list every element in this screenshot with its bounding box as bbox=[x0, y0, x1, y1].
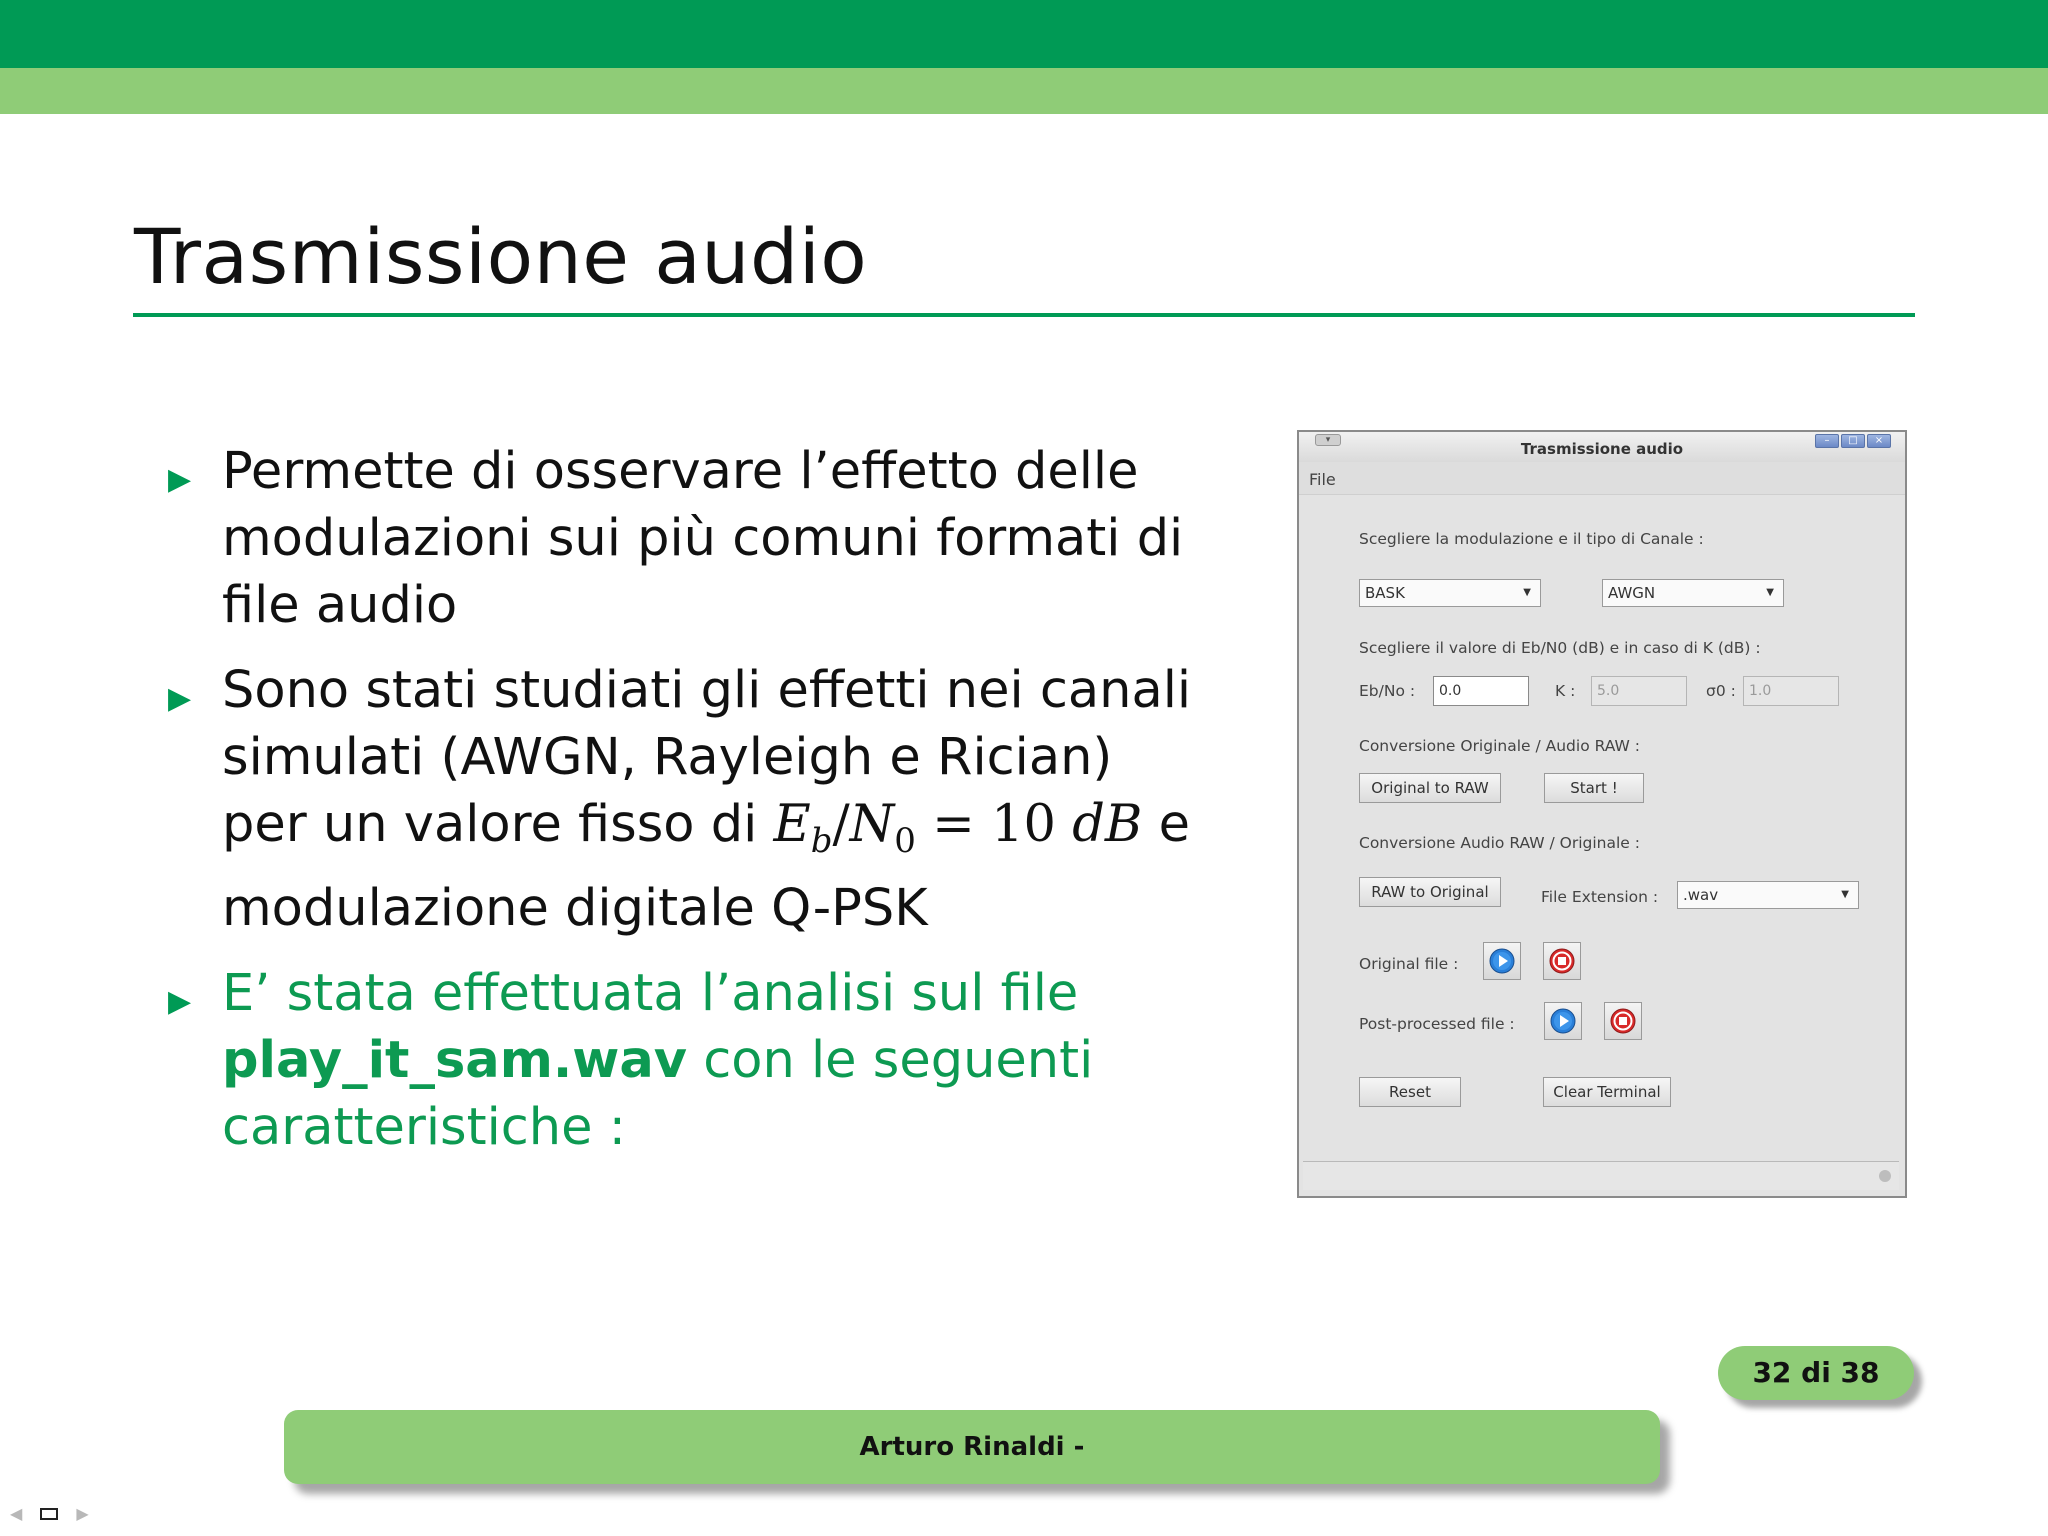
clear-terminal-button[interactable]: Clear Terminal bbox=[1543, 1077, 1671, 1107]
file-extension-select[interactable] bbox=[1677, 881, 1859, 909]
play-icon bbox=[1550, 1008, 1576, 1034]
formula-eb: E bbox=[773, 795, 811, 854]
channel-select[interactable] bbox=[1602, 579, 1784, 607]
bullet-item bbox=[160, 657, 1200, 942]
bullet-text-part: Sono stati studiati gli effetti nei canali simulati (AWGN, Rayleigh e Rician) per un valore fisso di bbox=[222, 661, 1192, 854]
app-window bbox=[1297, 430, 1907, 1198]
formula-n: N bbox=[849, 795, 895, 854]
app-menubar bbox=[1299, 462, 1905, 495]
window-controls bbox=[1815, 434, 1891, 448]
section-conversion2-label: Conversione Audio RAW / Originale : bbox=[1359, 834, 1640, 852]
channel-value: AWGN bbox=[1608, 584, 1656, 602]
bullet-triangle-icon: ▶ bbox=[168, 984, 192, 1020]
app-statusbar bbox=[1303, 1161, 1899, 1190]
frame-icon[interactable] bbox=[40, 1508, 58, 1520]
header-band-light bbox=[0, 68, 2048, 114]
bullet-text: Permette di osservare l’effetto delle modulazioni sui più comuni formati di file audio bbox=[222, 442, 1184, 635]
resize-grip-icon[interactable] bbox=[1879, 1170, 1891, 1182]
header-band-dark bbox=[0, 0, 2048, 68]
reset-button[interactable]: Reset bbox=[1359, 1077, 1461, 1107]
chevron-down-icon: ▼ bbox=[1841, 889, 1849, 900]
formula-unit: dB bbox=[1072, 795, 1143, 854]
chevron-down-icon: ▼ bbox=[1766, 587, 1774, 598]
maximize-icon[interactable]: □ bbox=[1841, 434, 1865, 448]
bullet-list bbox=[160, 438, 1200, 1179]
slide-title: Trasmissione audio bbox=[134, 212, 868, 301]
prev-arrow-icon[interactable]: ◀ bbox=[10, 1504, 23, 1523]
formula-value: 10 bbox=[991, 795, 1057, 854]
formula-equals: = bbox=[932, 795, 975, 854]
bullet-text-part: E’ stata effettuata l’analisi sul file bbox=[222, 964, 1079, 1024]
play-icon bbox=[1489, 948, 1515, 974]
k-input[interactable]: 5.0 bbox=[1591, 676, 1687, 706]
stop-icon bbox=[1610, 1008, 1636, 1034]
close-icon[interactable]: × bbox=[1867, 434, 1891, 448]
post-play-button[interactable] bbox=[1544, 1002, 1582, 1040]
app-title: Trasmissione audio bbox=[1520, 440, 1684, 458]
page-number: 32 di 38 bbox=[1718, 1346, 1914, 1400]
stop-icon bbox=[1549, 948, 1575, 974]
minimize-icon[interactable]: – bbox=[1815, 434, 1839, 448]
bullet-text-part: e modulazione digitale Q-PSK bbox=[222, 795, 1190, 939]
filename: play_it_sam.wav bbox=[222, 1031, 688, 1091]
ebno-input[interactable]: 0.0 bbox=[1433, 676, 1529, 706]
formula bbox=[773, 795, 1143, 862]
author-footer: Arturo Rinaldi - bbox=[284, 1410, 1660, 1484]
sigma-input[interactable]: 1.0 bbox=[1743, 676, 1839, 706]
original-stop-button[interactable] bbox=[1543, 942, 1581, 980]
bullet-item bbox=[160, 960, 1200, 1161]
sigma-label: σ0 : bbox=[1706, 682, 1736, 700]
start-button[interactable]: Start ! bbox=[1544, 773, 1644, 803]
modulation-select[interactable] bbox=[1359, 579, 1541, 607]
section-ebno-label: Scegliere il valore di Eb/N0 (dB) e in caso di K (dB) : bbox=[1359, 639, 1761, 657]
bullet-text bbox=[222, 960, 1200, 1161]
ebno-label: Eb/No : bbox=[1359, 682, 1416, 700]
bullet-triangle-icon: ▶ bbox=[168, 462, 192, 497]
k-label: K : bbox=[1555, 682, 1576, 700]
bullet-triangle-icon: ▶ bbox=[168, 681, 192, 716]
original-file-label: Original file : bbox=[1359, 955, 1459, 973]
bullet-text-part: con le seguenti caratteristiche : bbox=[222, 1031, 1094, 1158]
original-to-raw-button[interactable]: Original to RAW bbox=[1359, 773, 1501, 803]
section-modulation-label: Scegliere la modulazione e il tipo di Canale : bbox=[1359, 530, 1704, 548]
file-extension-label: File Extension : bbox=[1541, 888, 1659, 906]
next-arrow-icon[interactable]: ▶ bbox=[76, 1504, 89, 1523]
file-extension-value: .wav bbox=[1683, 886, 1719, 904]
slide-navigation bbox=[10, 1504, 89, 1523]
window-menu-button[interactable]: ▾ bbox=[1315, 434, 1341, 446]
modulation-value: BASK bbox=[1365, 584, 1405, 602]
menu-file[interactable]: File bbox=[1309, 470, 1336, 489]
formula-sub-0: 0 bbox=[894, 821, 916, 862]
post-processed-file-label: Post-processed file : bbox=[1359, 1015, 1515, 1033]
formula-slash: / bbox=[832, 795, 850, 854]
bullet-item bbox=[160, 438, 1200, 639]
section-conversion-label: Conversione Originale / Audio RAW : bbox=[1359, 737, 1640, 755]
title-rule bbox=[133, 313, 1915, 317]
formula-sub-b: b bbox=[810, 821, 833, 862]
bullet-text bbox=[222, 657, 1200, 942]
app-titlebar bbox=[1299, 432, 1905, 462]
raw-to-original-button[interactable]: RAW to Original bbox=[1359, 877, 1501, 907]
chevron-down-icon: ▼ bbox=[1523, 587, 1531, 598]
original-play-button[interactable] bbox=[1483, 942, 1521, 980]
post-stop-button[interactable] bbox=[1604, 1002, 1642, 1040]
